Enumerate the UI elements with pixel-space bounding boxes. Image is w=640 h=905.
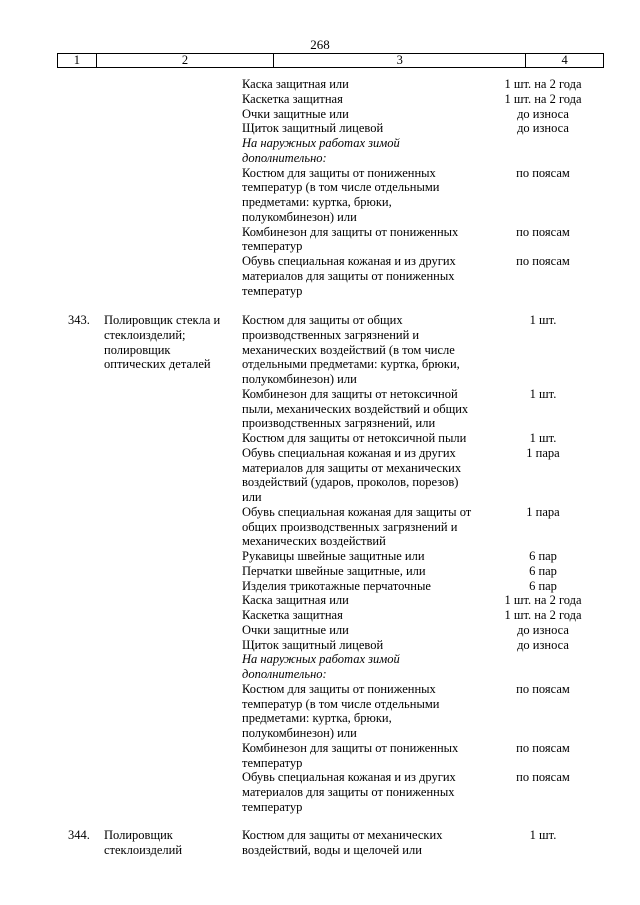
continued-item-text: предметами: куртка, брюки, (242, 195, 392, 209)
entry-343-item-text: Костюм для защиты от пониженных (242, 681, 436, 696)
entry-343-item-text: Костюм для защиты от нетоксичной пыли (242, 431, 467, 445)
entry-344-item-norm: 1 шт. (529, 828, 557, 842)
continued-item-text: Каскетка защитная (242, 91, 343, 106)
entry-343-item-norm: 1 шт. на 2 года (504, 608, 582, 622)
entry-343-item-text: температур (242, 799, 303, 814)
continued-item-text: температур (242, 283, 303, 298)
entry-343-item-norm: по поясам (516, 740, 570, 755)
entry-343-item-text: материалов для защиты от пониженных (242, 785, 455, 799)
entry-343-item-norm: 1 пара (526, 504, 560, 519)
entry-343-item-norm: 1 шт. (529, 313, 557, 327)
continued-item-text: температур (242, 239, 303, 254)
continued-item-text: полукомбинезон) или (242, 209, 357, 224)
continued-item-text: дополнительно: (242, 150, 327, 165)
entry-343-item-text: Изделия трикотажные перчаточные (242, 578, 431, 593)
continued-item-text: Обувь специальная кожаная и из других (242, 254, 456, 268)
entry-343-item-text: или (242, 490, 262, 504)
entry-343-item-norm: 1 шт. (529, 386, 557, 401)
entry-343-item-text: Очки защитные или (242, 622, 349, 637)
continued-item-norm: по поясам (516, 165, 570, 180)
entry-343-item-text: Комбинезон для защиты от нетоксичной (242, 386, 458, 401)
entry-343-item-text: полукомбинезон) или (242, 726, 357, 740)
entry-344-item-text: Костюм для защиты от механических (242, 828, 443, 842)
entry-343-item-text: Каска защитная или (242, 593, 349, 608)
entry-343-item-norm: 1 пара (526, 445, 560, 460)
entry-343-item-text: Перчатки швейные защитные, или (242, 563, 426, 578)
entry-343-item-text: механических воздействий (242, 534, 386, 549)
continued-item-norm: по поясам (516, 224, 570, 239)
continued-item-text: На наружных работах зимой (242, 136, 400, 150)
entry-343-number: 343. (68, 313, 90, 327)
continued-item-text: Очки защитные или (242, 106, 349, 121)
continued-item-text: Каска защитная или (242, 77, 349, 91)
entry-343-item-text: предметами: куртка, брюки, (242, 711, 392, 726)
continued-item-text: Костюм для защиты от пониженных (242, 165, 436, 180)
entry-343-item-norm: 1 шт. (529, 431, 557, 445)
entry-343-item-text: материалов для защиты от механических (242, 460, 462, 475)
entry-343-item-text: Рукавицы швейные защитные или (242, 549, 425, 563)
continued-item-norm: по поясам (516, 254, 570, 268)
entry-343-item-text: отдельными предметами: куртка, брюки, (242, 357, 460, 372)
entry-343-item-text: механических воздействий (в том числе (242, 342, 455, 357)
continued-item-text: Щиток защитный лицевой (242, 121, 384, 136)
entry-343-item-text: Щиток защитный лицевой (242, 637, 384, 652)
continued-item-text: материалов для защиты от пониженных (242, 268, 455, 283)
entry-344-number: 344. (68, 828, 90, 842)
continued-item-text: температур (в том числе отдельными (242, 180, 440, 195)
entry-343-item-norm: по поясам (516, 770, 570, 785)
entry-343-item-text: производственных загрязнений, или (242, 416, 436, 431)
header-col-1: 1 (58, 54, 97, 67)
continued-item-norm: до износа (517, 106, 569, 121)
entry-343-item-text: полукомбинезон) или (242, 372, 357, 386)
entry-344-occupation: стеклоизделий (104, 842, 183, 857)
header-col-2: 2 (97, 54, 274, 67)
entry-343-item-text: Костюм для защиты от общих (242, 313, 403, 327)
entry-343-item-text: Обувь специальная кожаная для защиты от (242, 504, 472, 519)
entry-343-item-text: воздействий (ударов, проколов, порезов) (242, 475, 459, 490)
header-col-4: 4 (561, 53, 568, 67)
continued-item-norm: до износа (517, 121, 569, 136)
entry-344-occupation: Полировщик (104, 828, 173, 842)
continued-item-text: Комбинезон для защиты от пониженных (242, 224, 459, 239)
entry-343-item-text: Комбинезон для защиты от пониженных (242, 740, 459, 755)
entry-343-occupation: стеклоизделий; (104, 327, 186, 342)
entry-343-item-text: дополнительно: (242, 667, 327, 681)
table-header (57, 53, 604, 68)
continued-item-norm: 1 шт. на 2 года (504, 91, 582, 106)
entry-343-item-text: общих производственных загрязнений и (242, 519, 458, 534)
entry-343-item-norm: по поясам (516, 681, 570, 696)
continued-item-norm: 1 шт. на 2 года (504, 77, 582, 91)
entry-343-item-norm: 6 пар (529, 549, 557, 563)
entry-343-item-text: температур (242, 755, 303, 770)
header-col-3: 3 (274, 54, 526, 67)
entry-343-occupation: полировщик (104, 342, 171, 357)
entry-343-item-text: Каскетка защитная (242, 608, 343, 622)
entry-343-item-norm: 6 пар (529, 563, 557, 578)
page-number: 268 (310, 37, 330, 52)
entry-343-item-norm: 1 шт. на 2 года (504, 593, 582, 608)
entry-343-occupation: Полировщик стекла и (104, 313, 221, 327)
entry-343-item-text: Обувь специальная кожаная и из других (242, 770, 456, 785)
entry-343-item-norm: до износа (517, 622, 569, 637)
entry-343-item-text: производственных загрязнений и (242, 327, 420, 342)
entry-344-item-text: воздействий, воды и щелочей или (242, 842, 422, 857)
entry-343-item-text: На наружных работах зимой (242, 652, 400, 667)
entry-343-item-norm: до износа (517, 637, 569, 652)
entry-343-item-text: Обувь специальная кожаная и из других (242, 445, 456, 460)
entry-343-item-text: пыли, механических воздействий и общих (242, 401, 469, 416)
entry-343-item-norm: 6 пар (529, 578, 557, 593)
entry-343-occupation: оптических деталей (104, 357, 211, 372)
entry-343-item-text: температур (в том числе отдельными (242, 696, 440, 711)
